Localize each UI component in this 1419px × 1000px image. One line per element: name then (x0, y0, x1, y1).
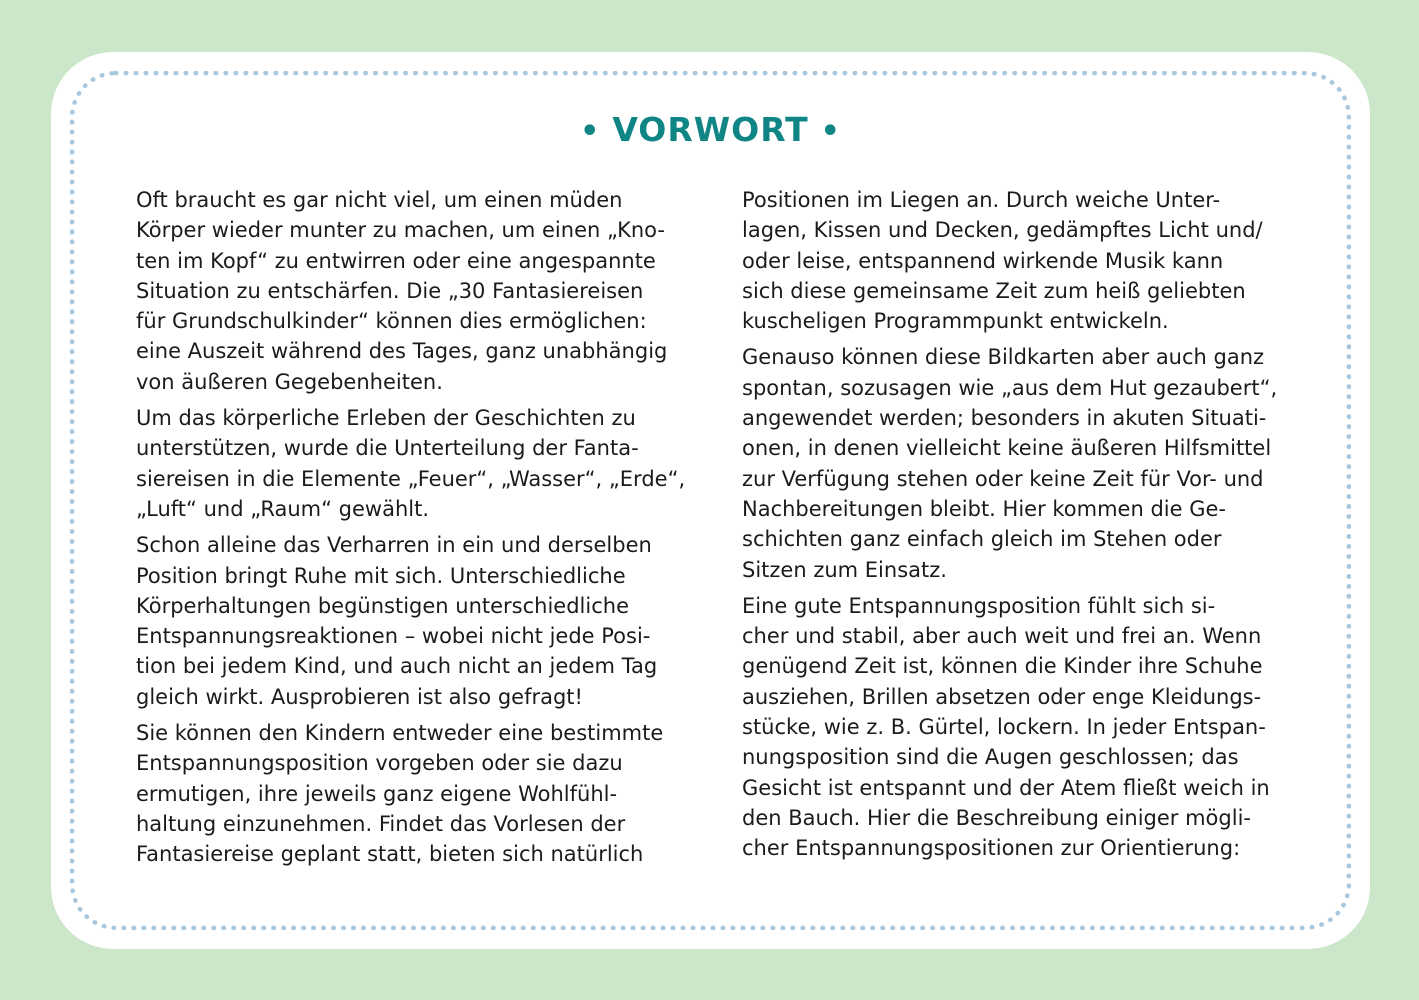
title-bullet-left: • (580, 114, 601, 149)
paragraph (742, 185, 1302, 336)
title-text: VORWORT (612, 110, 809, 149)
text-line: schichten ganz einfach gleich im Stehen oder (742, 527, 1222, 552)
text-line: Positionen im Liegen an. Durch weiche Unter- (742, 188, 1221, 212)
right-text-column (742, 185, 1302, 870)
text-line: cher Entspannungspositionen zur Orientierung: (742, 836, 1241, 861)
text-line: onen, in denen vielleicht keine äußeren Hilfsmittel (742, 436, 1272, 461)
text-line: unterstützen, wurde die Unterteilung der Fanta- (136, 436, 639, 461)
text-line: von äußeren Gegebenheiten. (136, 369, 443, 394)
text-line: für Grundschulkinder“ können dies ermöglichen: (136, 309, 647, 334)
title-bullet-right: • (820, 114, 841, 149)
text-line: Sie können den Kindern entweder eine bestimmte (136, 721, 664, 746)
text-line: Gesicht ist entspannt und der Atem fließt weich in (742, 775, 1270, 800)
paragraph (136, 718, 696, 869)
text-line: ten im Kopf“ zu entwirren oder eine angespannte (136, 248, 656, 273)
text-line: Entspannungsreaktionen – wobei nicht jede Posi- (136, 624, 651, 649)
text-line: Eine gute Entspannungsposition fühlt sich si- (742, 593, 1216, 618)
text-line: stücke, wie z. B. Gürtel, lockern. In jeder Entspan- (742, 715, 1266, 740)
text-line: Schon alleine das Verharren in ein und derselben (136, 533, 652, 558)
text-line: zur Verfügung stehen oder keine Zeit für Vor- und (742, 466, 1264, 491)
text-line: ausziehen, Brillen absetzen oder enge Kleidungs- (742, 684, 1262, 709)
paragraph (742, 591, 1302, 864)
text-line: Oft braucht es gar nicht viel, um einen müden (136, 188, 623, 212)
text-line: spontan, sozusagen wie „aus dem Hut gezaubert“, (742, 375, 1278, 400)
text-line: cher und stabil, aber auch weit und frei an. Wenn (742, 624, 1262, 649)
text-line: angewendet werden; besonders in akuten Situati- (742, 406, 1267, 431)
text-line: Situation zu entschärfen. Die „30 Fantasiereisen (136, 278, 644, 303)
text-line: Position bringt Ruhe mit sich. Unterschiedliche (136, 563, 626, 588)
left-text-column (136, 185, 696, 876)
text-line: siereisen in die Elemente „Feuer“, „Wasser“, „Erde“, (136, 466, 686, 491)
text-line: Sitzen zum Einsatz. (742, 557, 947, 582)
text-line: ermutigen, ihre jeweils ganz eigene Wohlfühl- (136, 781, 618, 806)
text-line: nungsposition sind die Augen geschlossen; das (742, 745, 1239, 770)
text-line: gleich wirkt. Ausprobieren ist also gefragt! (136, 684, 583, 709)
text-line: lagen, Kissen und Decken, gedämpftes Licht und/ (742, 218, 1263, 243)
text-line: kuscheligen Programmpunkt entwickeln. (742, 309, 1169, 334)
text-line: oder leise, entspannend wirkende Musik kann (742, 248, 1224, 273)
text-line: „Luft“ und „Raum“ gewählt. (136, 496, 430, 521)
page-title (51, 108, 1370, 154)
paragraph (136, 185, 696, 397)
text-line: Um das körperliche Erleben der Geschichten zu (136, 406, 636, 431)
text-line: genügend Zeit ist, können die Kinder ihre Schuhe (742, 654, 1263, 679)
text-line: Fantasiereise geplant statt, bieten sich natürlich (136, 842, 644, 867)
paragraph (136, 530, 696, 712)
text-line: Entspannungsposition vorgeben oder sie dazu (136, 751, 623, 776)
text-line: tion bei jedem Kind, und auch nicht an jedem Tag (136, 654, 658, 679)
text-line: den Bauch. Hier die Beschreibung einiger mögli- (742, 805, 1251, 830)
text-line: sich diese gemeinsame Zeit zum heiß geliebten (742, 278, 1246, 303)
text-line: Genauso können diese Bildkarten aber auch ganz (742, 345, 1265, 370)
page-card (51, 52, 1370, 949)
text-line: Körperhaltungen begünstigen unterschiedliche (136, 593, 629, 618)
text-line: eine Auszeit während des Tages, ganz unabhängig (136, 339, 668, 364)
text-line: Körper wieder munter zu machen, um einen „Kno- (136, 218, 665, 243)
text-line: haltung einzunehmen. Findet das Vorlesen der (136, 811, 626, 836)
text-line: Nachbereitungen bleibt. Hier kommen die Ge- (742, 496, 1226, 521)
paragraph (742, 342, 1302, 584)
paragraph (136, 403, 696, 524)
